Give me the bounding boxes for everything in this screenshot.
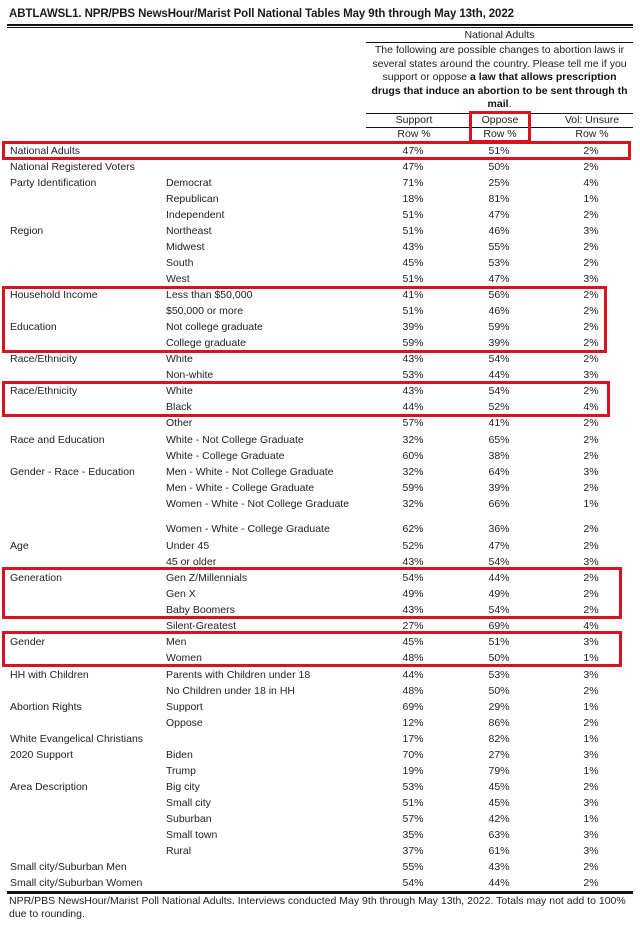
cell-oppose: 53% bbox=[488, 257, 510, 269]
table-row bbox=[0, 521, 640, 537]
cell-oppose: 69% bbox=[488, 620, 510, 632]
cell-unsure: 3% bbox=[583, 749, 599, 761]
table-row bbox=[0, 223, 640, 239]
cell-support: 17% bbox=[402, 733, 424, 745]
cell-support: 12% bbox=[402, 717, 424, 729]
question-text-part: The following are possible changes to abortion laws ir bbox=[374, 44, 625, 56]
cell-unsure: 3% bbox=[583, 636, 599, 648]
table-row bbox=[0, 448, 640, 464]
cell-support: 37% bbox=[402, 845, 424, 857]
row-subgroup: White bbox=[166, 353, 193, 365]
row-subgroup: South bbox=[166, 257, 194, 269]
cell-unsure: 2% bbox=[583, 257, 599, 269]
question-line bbox=[366, 98, 633, 112]
cell-oppose: 38% bbox=[488, 450, 510, 462]
cell-support: 43% bbox=[402, 353, 424, 365]
cell-unsure: 2% bbox=[583, 450, 599, 462]
document-title: ABTLAWSL1. NPR/PBS NewsHour/Marist Poll National Tables May 9th through May 13th, 2022 bbox=[9, 8, 514, 20]
table-row bbox=[0, 811, 640, 827]
cell-oppose: 51% bbox=[488, 145, 510, 157]
row-subgroup: Northeast bbox=[166, 225, 212, 237]
row-subgroup: Gen X bbox=[166, 588, 196, 600]
cell-oppose: 44% bbox=[488, 572, 510, 584]
cell-support: 48% bbox=[402, 652, 424, 664]
question-emphasis: drugs that induce an abortion to be sent through th bbox=[371, 84, 628, 97]
table-row bbox=[0, 175, 640, 191]
row-subgroup: Democrat bbox=[166, 177, 212, 189]
table-row bbox=[0, 464, 640, 480]
cell-unsure: 1% bbox=[583, 498, 599, 510]
question-line bbox=[366, 85, 633, 99]
row-subgroup: 45 or older bbox=[166, 556, 217, 568]
row-subgroup: Less than $50,000 bbox=[166, 289, 253, 301]
cell-oppose: 65% bbox=[488, 434, 510, 446]
cell-unsure: 1% bbox=[583, 765, 599, 777]
table-row bbox=[0, 191, 640, 207]
table-row bbox=[0, 827, 640, 843]
cell-oppose: 45% bbox=[488, 797, 510, 809]
population-header: National Adults bbox=[464, 29, 535, 41]
cell-support: 44% bbox=[402, 401, 424, 413]
question-line bbox=[366, 44, 633, 58]
cell-support: 27% bbox=[402, 620, 424, 632]
cell-support: 43% bbox=[402, 556, 424, 568]
row-subgroup: Oppose bbox=[166, 717, 203, 729]
cell-unsure: 3% bbox=[583, 273, 599, 285]
table-row bbox=[0, 715, 640, 731]
cell-support: 51% bbox=[402, 225, 424, 237]
row-subgroup: $50,000 or more bbox=[166, 305, 244, 317]
table-row bbox=[0, 271, 640, 287]
cell-support: 47% bbox=[402, 161, 424, 173]
row-subgroup: Black bbox=[166, 401, 192, 413]
cell-unsure: 2% bbox=[583, 523, 599, 535]
cell-oppose: 50% bbox=[488, 685, 510, 697]
cell-unsure: 1% bbox=[583, 701, 599, 713]
row-category: Race/Ethnicity bbox=[10, 385, 78, 397]
row-category: Abortion Rights bbox=[10, 701, 82, 713]
cell-unsure: 2% bbox=[583, 717, 599, 729]
cell-oppose: 27% bbox=[488, 749, 510, 761]
cell-oppose: 44% bbox=[488, 877, 510, 889]
row-subgroup: Parents with Children under 18 bbox=[166, 669, 311, 681]
cell-oppose: 55% bbox=[488, 241, 510, 253]
row-subgroup: White - College Graduate bbox=[166, 450, 285, 462]
row-category: Education bbox=[10, 321, 57, 333]
row-subgroup: Biden bbox=[166, 749, 193, 761]
table-row bbox=[0, 496, 640, 512]
cell-support: 55% bbox=[402, 861, 424, 873]
cell-oppose: 63% bbox=[488, 829, 510, 841]
row-category: Generation bbox=[10, 572, 62, 584]
cell-unsure: 2% bbox=[583, 588, 599, 600]
cell-support: 57% bbox=[402, 417, 424, 429]
cell-unsure: 1% bbox=[583, 652, 599, 664]
cell-unsure: 3% bbox=[583, 556, 599, 568]
cell-support: 70% bbox=[402, 749, 424, 761]
cell-oppose: 39% bbox=[488, 482, 510, 494]
row-subgroup: Republican bbox=[166, 193, 219, 205]
cell-unsure: 3% bbox=[583, 669, 599, 681]
cell-oppose: 56% bbox=[488, 289, 510, 301]
cell-unsure: 2% bbox=[583, 877, 599, 889]
table-row bbox=[0, 159, 640, 175]
cell-support: 59% bbox=[402, 337, 424, 349]
cell-unsure: 2% bbox=[583, 781, 599, 793]
row-category: Gender - Race - Education bbox=[10, 466, 135, 478]
cell-support: 69% bbox=[402, 701, 424, 713]
cell-oppose: 42% bbox=[488, 813, 510, 825]
cell-support: 32% bbox=[402, 466, 424, 478]
question-emphasis: a law that allows prescription bbox=[470, 71, 617, 83]
cell-unsure: 1% bbox=[583, 733, 599, 745]
row-category: 2020 Support bbox=[10, 749, 74, 761]
question-line bbox=[366, 71, 633, 85]
row-subgroup: White - Not College Graduate bbox=[166, 434, 304, 446]
cell-unsure: 2% bbox=[583, 434, 599, 446]
cell-oppose: 45% bbox=[488, 781, 510, 793]
question-line bbox=[366, 58, 633, 72]
row-subgroup: Silent-Greatest bbox=[166, 620, 237, 632]
cell-oppose: 54% bbox=[488, 353, 510, 365]
cell-unsure: 4% bbox=[583, 177, 599, 189]
cell-unsure: 4% bbox=[583, 620, 599, 632]
cell-unsure: 2% bbox=[583, 572, 599, 584]
table-row bbox=[0, 747, 640, 763]
cell-unsure: 3% bbox=[583, 797, 599, 809]
cell-support: 54% bbox=[402, 877, 424, 889]
cell-oppose: 49% bbox=[488, 588, 510, 600]
cell-unsure: 2% bbox=[583, 337, 599, 349]
cell-oppose: 53% bbox=[488, 669, 510, 681]
table-row bbox=[0, 795, 640, 811]
table-row bbox=[0, 667, 640, 683]
question-text-part: support or oppose bbox=[382, 71, 471, 83]
row-subgroup: Rural bbox=[166, 845, 192, 857]
cell-support: 35% bbox=[402, 829, 424, 841]
table-row bbox=[0, 843, 640, 859]
row-category: Race and Education bbox=[10, 434, 105, 446]
row-subgroup: Women - White - College Graduate bbox=[166, 523, 330, 535]
table-row bbox=[0, 731, 640, 747]
highlight-box-gender bbox=[2, 631, 622, 667]
cell-support: 54% bbox=[402, 572, 424, 584]
table-row bbox=[0, 859, 640, 875]
row-subgroup: Small city bbox=[166, 797, 211, 809]
cell-support: 59% bbox=[402, 482, 424, 494]
cell-support: 60% bbox=[402, 450, 424, 462]
table-row bbox=[0, 432, 640, 448]
row-subgroup: Other bbox=[166, 417, 193, 429]
cell-oppose: 66% bbox=[488, 498, 510, 510]
cell-oppose: 43% bbox=[488, 861, 510, 873]
cell-unsure: 2% bbox=[583, 417, 599, 429]
cell-support: 43% bbox=[402, 604, 424, 616]
row-category: Gender bbox=[10, 636, 46, 648]
header-divider bbox=[366, 42, 633, 43]
row-category: Small city/Suburban Women bbox=[10, 877, 143, 889]
cell-oppose: 81% bbox=[488, 193, 510, 205]
cell-support: 47% bbox=[402, 145, 424, 157]
row-subgroup: Men bbox=[166, 636, 187, 648]
cell-oppose: 86% bbox=[488, 717, 510, 729]
cell-unsure: 3% bbox=[583, 829, 599, 841]
table-row bbox=[0, 699, 640, 715]
cell-support: 53% bbox=[402, 369, 424, 381]
table-row bbox=[0, 779, 640, 795]
cell-oppose: 25% bbox=[488, 177, 510, 189]
cell-unsure: 2% bbox=[583, 540, 599, 552]
highlight-box-national-adults bbox=[2, 141, 631, 160]
cell-unsure: 4% bbox=[583, 401, 599, 413]
cell-support: 43% bbox=[402, 385, 424, 397]
highlight-box-oppose-header bbox=[469, 111, 531, 143]
cell-oppose: 54% bbox=[488, 604, 510, 616]
row-category: Race/Ethnicity bbox=[10, 353, 78, 365]
footnote: NPR/PBS NewsHour/Marist Poll National Adults. Interviews conducted May 9th through May 13th, 2022. Totals may not add to 100% due to rounding. bbox=[9, 895, 626, 920]
table-row bbox=[0, 415, 640, 431]
row-subgroup: Midwest bbox=[166, 241, 205, 253]
cell-support: 45% bbox=[402, 636, 424, 648]
cell-oppose: 46% bbox=[488, 305, 510, 317]
row-subgroup: Support bbox=[166, 701, 203, 713]
cell-support: 44% bbox=[402, 669, 424, 681]
cell-unsure: 2% bbox=[583, 241, 599, 253]
row-subgroup: Non-white bbox=[166, 369, 214, 381]
row-subgroup: Under 45 bbox=[166, 540, 210, 552]
row-subgroup: Gen Z/Millennials bbox=[166, 572, 248, 584]
cell-oppose: 82% bbox=[488, 733, 510, 745]
highlight-box-race-ethnicity bbox=[2, 381, 610, 417]
cell-oppose: 39% bbox=[488, 337, 510, 349]
cell-unsure: 2% bbox=[583, 145, 599, 157]
cell-support: 51% bbox=[402, 305, 424, 317]
cell-oppose: 51% bbox=[488, 636, 510, 648]
row-subgroup: College graduate bbox=[166, 337, 246, 349]
table-row bbox=[0, 239, 640, 255]
cell-unsure: 2% bbox=[583, 321, 599, 333]
cell-unsure: 2% bbox=[583, 161, 599, 173]
row-subgroup: West bbox=[166, 273, 190, 285]
column-subheader-oppose: Row % bbox=[483, 128, 517, 140]
row-subgroup: Not college graduate bbox=[166, 321, 263, 333]
cell-oppose: 64% bbox=[488, 466, 510, 478]
table-row bbox=[0, 683, 640, 699]
table-row bbox=[0, 538, 640, 554]
cell-unsure: 2% bbox=[583, 861, 599, 873]
cell-support: 51% bbox=[402, 209, 424, 221]
cell-support: 51% bbox=[402, 273, 424, 285]
row-category: Party Identification bbox=[10, 177, 97, 189]
cell-support: 32% bbox=[402, 498, 424, 510]
row-category: Small city/Suburban Men bbox=[10, 861, 127, 873]
column-subheader-unsure: Row % bbox=[575, 128, 609, 140]
cell-unsure: 2% bbox=[583, 289, 599, 301]
cell-oppose: 47% bbox=[488, 540, 510, 552]
cell-support: 52% bbox=[402, 540, 424, 552]
row-subgroup: Big city bbox=[166, 781, 200, 793]
column-header-oppose: Oppose bbox=[481, 114, 519, 126]
cell-oppose: 47% bbox=[488, 273, 510, 285]
row-subgroup: No Children under 18 in HH bbox=[166, 685, 295, 697]
row-subgroup: Men - White - College Graduate bbox=[166, 482, 315, 494]
cell-oppose: 50% bbox=[488, 652, 510, 664]
table-row bbox=[0, 255, 640, 271]
cell-support: 19% bbox=[402, 765, 424, 777]
cell-oppose: 29% bbox=[488, 701, 510, 713]
row-category: National Adults bbox=[10, 145, 81, 157]
cell-support: 41% bbox=[402, 289, 424, 301]
row-category: Household Income bbox=[10, 289, 98, 301]
highlight-box-generation bbox=[2, 567, 622, 619]
cell-oppose: 54% bbox=[488, 556, 510, 568]
cell-oppose: 59% bbox=[488, 321, 510, 333]
row-category: National Registered Voters bbox=[10, 161, 135, 173]
cell-unsure: 3% bbox=[583, 845, 599, 857]
question-emphasis: mail bbox=[487, 98, 509, 110]
column-header-support: Support bbox=[395, 114, 433, 126]
cell-oppose: 44% bbox=[488, 369, 510, 381]
question-text-part: several states around the country. Please tell me if you bbox=[372, 57, 627, 70]
cell-oppose: 52% bbox=[488, 401, 510, 413]
cell-support: 51% bbox=[402, 797, 424, 809]
cell-support: 49% bbox=[402, 588, 424, 600]
cell-support: 45% bbox=[402, 257, 424, 269]
row-subgroup: Independent bbox=[166, 209, 225, 221]
cell-unsure: 2% bbox=[583, 305, 599, 317]
cell-unsure: 3% bbox=[583, 466, 599, 478]
row-subgroup: Women - White - Not College Graduate bbox=[166, 498, 350, 510]
cell-oppose: 47% bbox=[488, 209, 510, 221]
cell-support: 18% bbox=[402, 193, 424, 205]
bottom-rule bbox=[7, 891, 633, 894]
cell-support: 32% bbox=[402, 434, 424, 446]
row-subgroup: Men - White - Not College Graduate bbox=[166, 466, 334, 478]
cell-oppose: 41% bbox=[488, 417, 510, 429]
cell-unsure: 2% bbox=[583, 385, 599, 397]
cell-unsure: 2% bbox=[583, 685, 599, 697]
cell-support: 48% bbox=[402, 685, 424, 697]
question-text-part: . bbox=[508, 98, 512, 110]
row-subgroup: Suburban bbox=[166, 813, 212, 825]
row-category: HH with Children bbox=[10, 669, 89, 681]
cell-support: 53% bbox=[402, 781, 424, 793]
row-category: Area Description bbox=[10, 781, 88, 793]
table-row bbox=[0, 875, 640, 891]
cell-oppose: 79% bbox=[488, 765, 510, 777]
cell-unsure: 3% bbox=[583, 225, 599, 237]
row-subgroup: Baby Boomers bbox=[166, 604, 235, 616]
cell-oppose: 54% bbox=[488, 385, 510, 397]
cell-support: 57% bbox=[402, 813, 424, 825]
cell-support: 39% bbox=[402, 321, 424, 333]
row-subgroup: Women bbox=[166, 652, 202, 664]
highlight-box-income-education bbox=[2, 286, 607, 353]
table-row bbox=[0, 351, 640, 367]
row-category: Region bbox=[10, 225, 44, 237]
cell-oppose: 61% bbox=[488, 845, 510, 857]
cell-support: 62% bbox=[402, 523, 424, 535]
cell-support: 71% bbox=[402, 177, 424, 189]
row-category: Age bbox=[10, 540, 29, 552]
table-row bbox=[0, 207, 640, 223]
table-row bbox=[0, 763, 640, 779]
column-subheader-support: Row % bbox=[397, 128, 431, 140]
cell-unsure: 1% bbox=[583, 813, 599, 825]
cell-oppose: 50% bbox=[488, 161, 510, 173]
cell-unsure: 2% bbox=[583, 482, 599, 494]
row-subgroup: White bbox=[166, 385, 193, 397]
cell-unsure: 2% bbox=[583, 209, 599, 221]
cell-unsure: 2% bbox=[583, 604, 599, 616]
row-subgroup: Small town bbox=[166, 829, 218, 841]
cell-support: 43% bbox=[402, 241, 424, 253]
cell-unsure: 2% bbox=[583, 353, 599, 365]
cell-unsure: 1% bbox=[583, 193, 599, 205]
question-text bbox=[366, 44, 633, 112]
column-header-unsure: Vol: Unsure bbox=[564, 114, 620, 126]
cell-oppose: 46% bbox=[488, 225, 510, 237]
cell-oppose: 36% bbox=[488, 523, 510, 535]
table-row bbox=[0, 480, 640, 496]
row-subgroup: Trump bbox=[166, 765, 196, 777]
cell-unsure: 3% bbox=[583, 369, 599, 381]
row-category: White Evangelical Christians bbox=[10, 733, 144, 745]
